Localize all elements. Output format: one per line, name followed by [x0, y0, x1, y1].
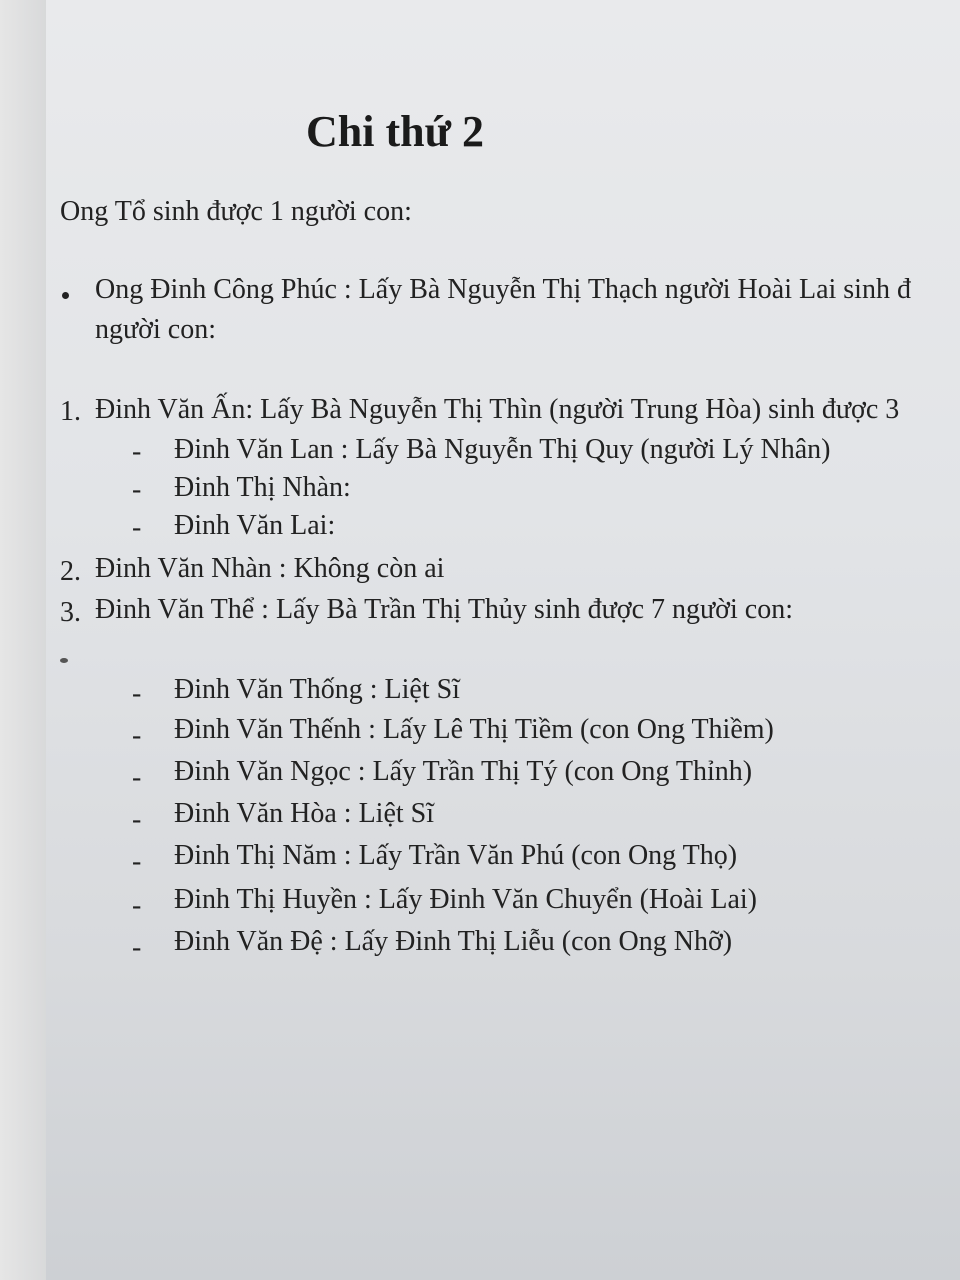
dash-marker: - [132, 890, 142, 921]
list-item-2: Đinh Văn Nhàn : Không còn ai [95, 553, 445, 584]
child-item: Đinh Văn Thống : Liệt Sĩ [174, 674, 460, 705]
ink-smudge [60, 658, 68, 663]
child-item: Đinh Văn Ngọc : Lấy Trần Thị Tý (con Ong Thỉnh) [174, 756, 753, 787]
item-number: 1. [60, 396, 81, 427]
dash-marker: - [132, 932, 142, 963]
child-item: Đinh Văn Đệ : Lấy Đinh Thị Liễu (con Ong Nhỡ) [174, 926, 733, 957]
bullet-line-1: Ong Đinh Công Phúc : Lấy Bà Nguyễn Thị Thạch người Hoài Lai sinh đ [95, 274, 911, 305]
bullet-icon [62, 292, 69, 299]
dash-marker: - [132, 474, 142, 505]
dash-marker: - [132, 846, 142, 877]
child-item: Đinh Thị Huyền : Lấy Đinh Văn Chuyển (Hoài Lai) [174, 884, 757, 915]
child-item: Đinh Thị Năm : Lấy Trần Văn Phú (con Ong Thọ) [174, 840, 738, 871]
adjacent-page-edge [0, 0, 47, 1280]
child-item: Đinh Văn Lai: [174, 510, 336, 541]
list-item-3: Đinh Văn Thể : Lấy Bà Trần Thị Thủy sinh được 7 người con: [95, 594, 793, 625]
dash-marker: - [132, 512, 142, 543]
dash-marker: - [132, 678, 142, 709]
child-item: Đinh Văn Thếnh : Lấy Lê Thị Tiềm (con Ong Thiềm) [174, 714, 774, 745]
bullet-line-2: người con: [95, 314, 216, 345]
document-page [46, 0, 960, 1280]
child-item: Đinh Văn Lan : Lấy Bà Nguyễn Thị Quy (người Lý Nhân) [174, 434, 831, 465]
child-item: Đinh Thị Nhàn: [174, 472, 351, 503]
dash-marker: - [132, 436, 142, 467]
dash-marker: - [132, 720, 142, 751]
dash-marker: - [132, 762, 142, 793]
page-title: Chi thứ 2 [306, 107, 484, 156]
dash-marker: - [132, 804, 142, 835]
intro-text: Ong Tổ sinh được 1 người con: [60, 196, 412, 227]
child-item: Đinh Văn Hòa : Liệt Sĩ [174, 798, 435, 829]
item-number: 2. [60, 556, 81, 587]
item-number: 3. [60, 597, 81, 628]
list-item-1: Đinh Văn Ấn: Lấy Bà Nguyễn Thị Thìn (người Trung Hòa) sinh được 3 [95, 394, 900, 425]
